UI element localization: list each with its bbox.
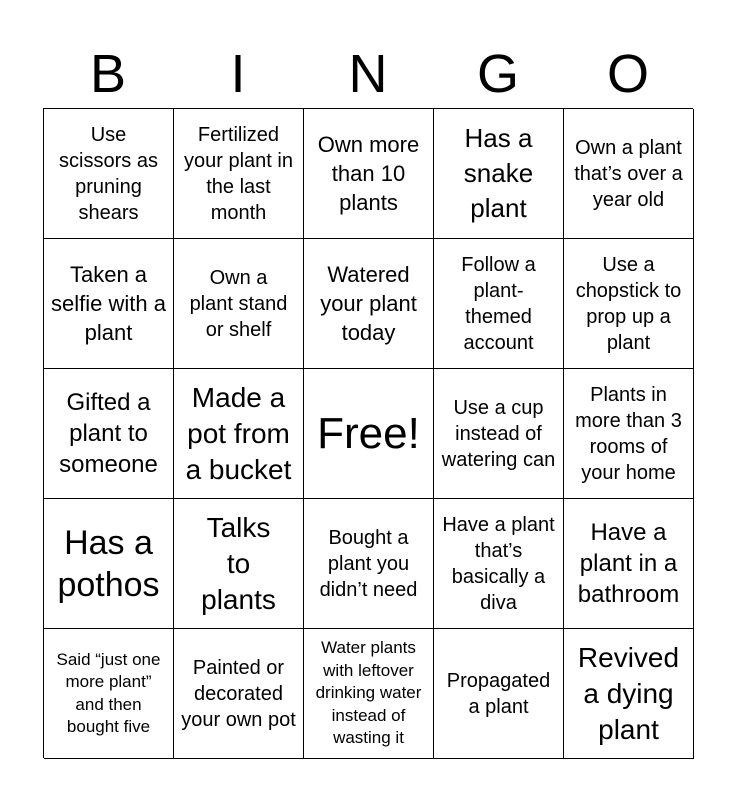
bingo-cell[interactable] <box>564 629 694 759</box>
free-space[interactable] <box>304 369 434 499</box>
free-space-text: Free! <box>317 408 420 458</box>
bingo-cell[interactable] <box>304 629 434 759</box>
cell-text: Painted or decorated your own pot <box>181 656 296 731</box>
cell-text: Water plants with leftover drinking water instead of wasting it <box>315 638 422 748</box>
bingo-cell[interactable] <box>174 629 304 759</box>
cell-text: Have a plant that’s basically a diva <box>442 513 555 614</box>
bingo-cell[interactable] <box>44 499 174 629</box>
cell-text: Have a plant in a bathroom <box>577 519 680 608</box>
cell-text: Revived a dying plant <box>577 641 680 745</box>
cell-text: Gifted a plant to someone <box>59 389 158 478</box>
bingo-cell[interactable] <box>434 109 564 239</box>
cell-text: Watered your plant today <box>320 262 417 345</box>
bingo-cell[interactable] <box>564 109 694 239</box>
header-letter-g: G <box>476 44 519 104</box>
bingo-cell[interactable] <box>564 499 694 629</box>
cell-text: Said “just one more plant” and then bought five <box>56 649 161 736</box>
cell-text: Plants in more than 3 rooms of your home <box>575 383 682 484</box>
bingo-cell[interactable] <box>174 239 304 369</box>
bingo-cell[interactable] <box>304 239 434 369</box>
cell-text: Own a plant stand or shelf <box>189 266 288 341</box>
cell-text: Talks to plants <box>201 511 276 615</box>
cell-text: Has a snake plant <box>463 123 534 223</box>
bingo-cell[interactable] <box>564 369 694 499</box>
header-letter-n: N <box>348 44 388 104</box>
cell-text: Use a chopstick to prop up a plant <box>575 253 682 354</box>
bingo-cell[interactable] <box>44 109 174 239</box>
bingo-cell[interactable] <box>434 239 564 369</box>
header-letter-o: O <box>606 44 649 104</box>
bingo-cell[interactable] <box>434 499 564 629</box>
bingo-cell[interactable] <box>304 499 434 629</box>
cell-text: Propagated a plant <box>446 669 551 718</box>
cell-text: Made a pot from a bucket <box>185 381 292 485</box>
header-letter-i: I <box>230 44 246 104</box>
bingo-cell[interactable] <box>44 629 174 759</box>
cell-text: Use scissors as pruning shears <box>59 123 158 224</box>
cell-text: Has a pothos <box>57 523 160 604</box>
header-letter-b: B <box>89 44 127 104</box>
bingo-cell[interactable] <box>174 369 304 499</box>
bingo-cell[interactable] <box>304 109 434 239</box>
cell-text: Follow a plant-themed account <box>461 253 536 354</box>
bingo-cell[interactable] <box>434 369 564 499</box>
cell-text: Own more than 10 plants <box>317 132 420 215</box>
cell-text: Fertilized your plant in the last month <box>184 123 293 224</box>
bingo-header <box>43 40 693 108</box>
cell-text: Taken a selfie with a plant <box>51 262 166 345</box>
bingo-cell[interactable] <box>174 109 304 239</box>
cell-text: Own a plant that’s over a year old <box>574 136 683 211</box>
bingo-cell[interactable] <box>44 239 174 369</box>
bingo-cell[interactable] <box>44 369 174 499</box>
cell-text: Bought a plant you didn’t need <box>319 526 418 601</box>
bingo-board <box>43 108 693 758</box>
bingo-cell[interactable] <box>564 239 694 369</box>
bingo-cell[interactable] <box>174 499 304 629</box>
cell-text: Use a cup instead of watering can <box>441 396 556 471</box>
bingo-cell[interactable] <box>434 629 564 759</box>
